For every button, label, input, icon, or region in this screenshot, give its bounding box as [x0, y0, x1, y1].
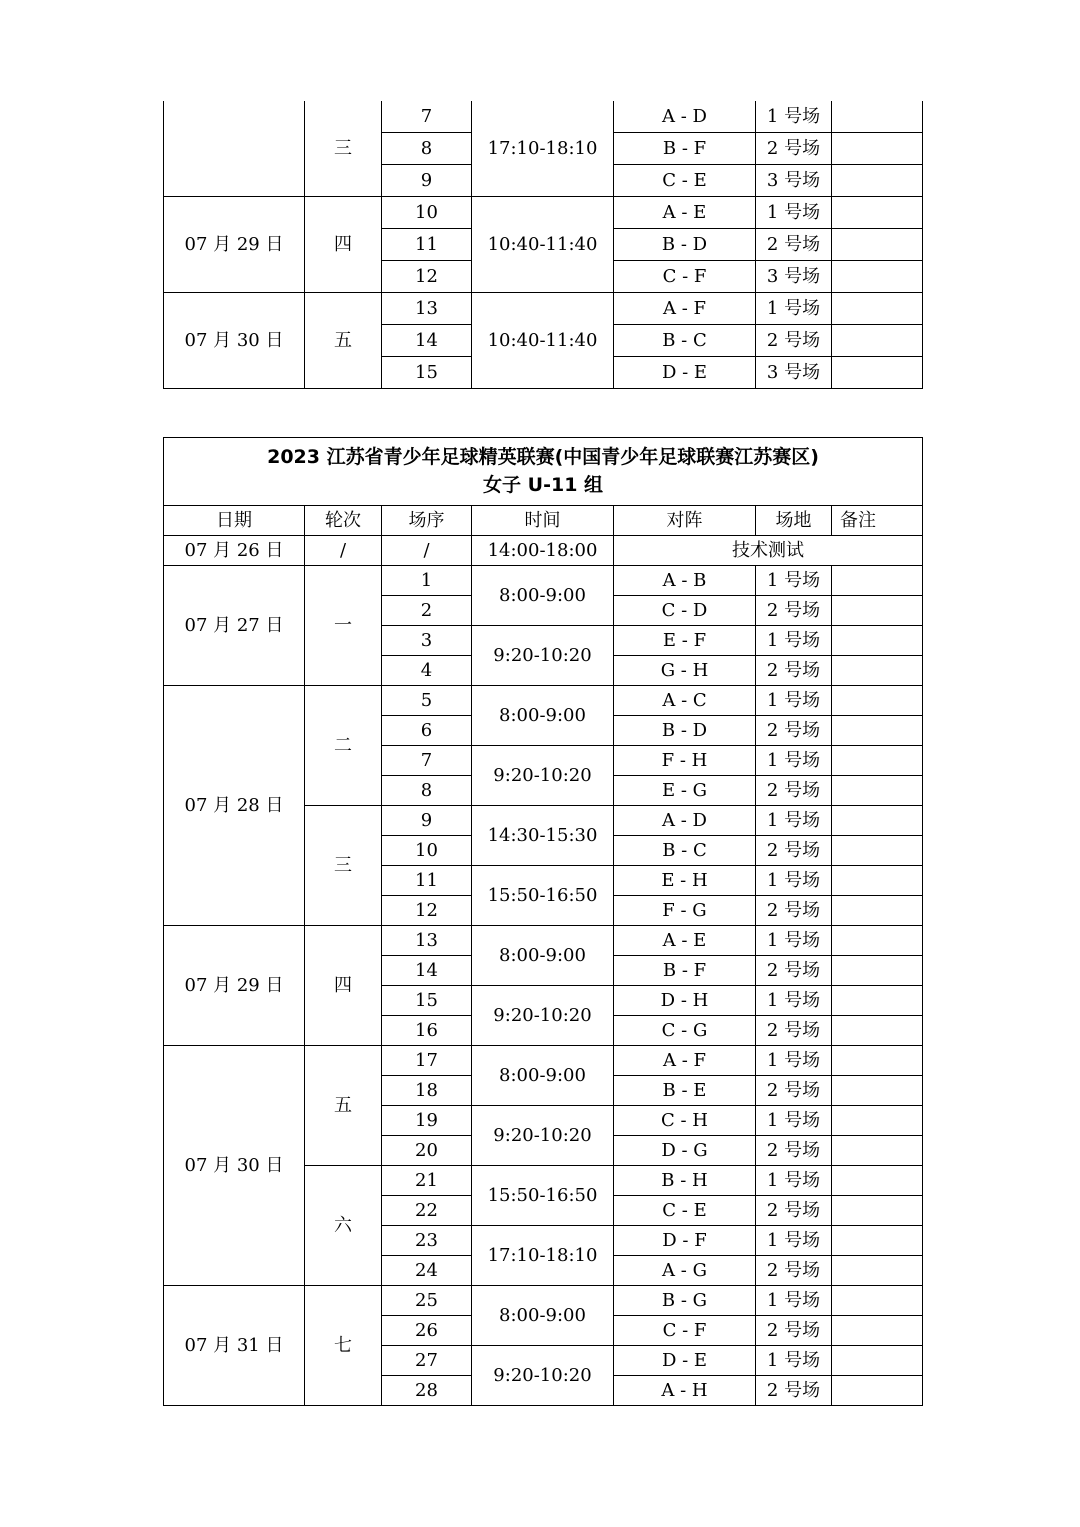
teams-cell: B - F: [614, 133, 756, 165]
round-cell: 四: [305, 197, 382, 293]
note-cell: [832, 806, 923, 836]
teams-cell: A - F: [614, 293, 756, 325]
teams-cell: A - B: [614, 566, 756, 596]
match-no-cell: 15: [382, 986, 472, 1016]
note-cell: [832, 133, 923, 165]
field-cell: 1 号场: [756, 293, 832, 325]
match-no-cell: 17: [382, 1046, 472, 1076]
match-no-cell: 8: [382, 776, 472, 806]
table-row: [164, 197, 923, 229]
field-cell: 1 号场: [756, 686, 832, 716]
title-line-2: 女子 U-11 组: [483, 473, 604, 496]
time-cell: 9:20-10:20: [472, 746, 614, 806]
date-cell: 07 月 27 日: [164, 566, 305, 686]
teams-cell: C - D: [614, 596, 756, 626]
match-no-cell: 25: [382, 1286, 472, 1316]
field-cell: 1 号场: [756, 1286, 832, 1316]
note-cell: [832, 866, 923, 896]
match-no-cell: 26: [382, 1316, 472, 1346]
teams-cell: B - G: [614, 1286, 756, 1316]
continuation-table-body: [164, 101, 923, 389]
title-line-1: 2023 江苏省青少年足球精英联赛(中国青少年足球联赛江苏赛区): [267, 445, 819, 468]
field-cell: 2 号场: [756, 1136, 832, 1166]
match-no-cell: 13: [382, 293, 472, 325]
time-cell: 8:00-9:00: [472, 1286, 614, 1346]
round-cell: 二: [305, 686, 382, 806]
field-cell: 2 号场: [756, 596, 832, 626]
teams-cell: B - C: [614, 836, 756, 866]
match-no-cell: 5: [382, 686, 472, 716]
header-row: [164, 506, 923, 536]
note-cell: [832, 926, 923, 956]
teams-cell: C - G: [614, 1016, 756, 1046]
match-no-cell: 11: [382, 229, 472, 261]
match-no-cell: 24: [382, 1256, 472, 1286]
note-cell: [832, 1166, 923, 1196]
round-cell: 一: [305, 566, 382, 686]
match-no-cell: 9: [382, 806, 472, 836]
table-row: [164, 293, 923, 325]
note-cell: [832, 357, 923, 389]
header-date: 日期: [164, 506, 305, 536]
test-content: 技术测试: [614, 536, 923, 566]
field-cell: 2 号场: [756, 1076, 832, 1106]
teams-cell: F - H: [614, 746, 756, 776]
note-cell: [832, 566, 923, 596]
teams-cell: E - H: [614, 866, 756, 896]
note-cell: [832, 626, 923, 656]
note-cell: [832, 596, 923, 626]
teams-cell: D - G: [614, 1136, 756, 1166]
time-cell: 8:00-9:00: [472, 1046, 614, 1106]
match-no-cell: 27: [382, 1346, 472, 1376]
time-cell: 14:30-15:30: [472, 806, 614, 866]
match-no-cell: 16: [382, 1016, 472, 1046]
round-cell: 六: [305, 1166, 382, 1286]
field-cell: 2 号场: [756, 956, 832, 986]
note-cell: [832, 261, 923, 293]
teams-cell: B - D: [614, 716, 756, 746]
match-no-cell: 6: [382, 716, 472, 746]
field-cell: 2 号场: [756, 1256, 832, 1286]
note-cell: [832, 716, 923, 746]
match-no-cell: 19: [382, 1106, 472, 1136]
time-cell: 17:10-18:10: [472, 101, 614, 197]
field-cell: 2 号场: [756, 836, 832, 866]
round-cell: 三: [305, 101, 382, 197]
match-no-cell: 28: [382, 1376, 472, 1406]
schedule-table-body: [164, 438, 923, 1406]
field-cell: 2 号场: [756, 1316, 832, 1346]
teams-cell: D - F: [614, 1226, 756, 1256]
note-cell: [832, 776, 923, 806]
note-cell: [832, 986, 923, 1016]
test-date: 07 月 26 日: [164, 536, 305, 566]
table-row: [164, 926, 923, 956]
teams-cell: C - F: [614, 1316, 756, 1346]
test-time: 14:00-18:00: [472, 536, 614, 566]
table-row: [164, 1046, 923, 1076]
match-no-cell: 20: [382, 1136, 472, 1166]
time-cell: 8:00-9:00: [472, 686, 614, 746]
field-cell: 1 号场: [756, 986, 832, 1016]
teams-cell: A - D: [614, 806, 756, 836]
match-no-cell: 12: [382, 261, 472, 293]
match-no-cell: 18: [382, 1076, 472, 1106]
date-cell: 07 月 28 日: [164, 686, 305, 926]
u11-schedule-table: [163, 437, 923, 1406]
teams-cell: E - G: [614, 776, 756, 806]
technical-test-row: [164, 536, 923, 566]
match-no-cell: 21: [382, 1166, 472, 1196]
date-cell: 07 月 29 日: [164, 926, 305, 1046]
time-cell: 9:20-10:20: [472, 986, 614, 1046]
match-no-cell: 11: [382, 866, 472, 896]
note-cell: [832, 197, 923, 229]
date-cell: 07 月 30 日: [164, 1046, 305, 1286]
teams-cell: C - E: [614, 1196, 756, 1226]
round-cell: 五: [305, 293, 382, 389]
field-cell: 2 号场: [756, 325, 832, 357]
note-cell: [832, 656, 923, 686]
note-cell: [832, 1016, 923, 1046]
field-cell: 1 号场: [756, 806, 832, 836]
match-no-cell: 23: [382, 1226, 472, 1256]
teams-cell: B - E: [614, 1076, 756, 1106]
match-no-cell: 10: [382, 197, 472, 229]
teams-cell: C - H: [614, 1106, 756, 1136]
teams-cell: F - G: [614, 896, 756, 926]
match-no-cell: 1: [382, 566, 472, 596]
note-cell: [832, 1226, 923, 1256]
note-cell: [832, 1106, 923, 1136]
note-cell: [832, 101, 923, 133]
teams-cell: E - F: [614, 626, 756, 656]
note-cell: [832, 746, 923, 776]
field-cell: 3 号场: [756, 165, 832, 197]
note-cell: [832, 1046, 923, 1076]
field-cell: 2 号场: [756, 1196, 832, 1226]
teams-cell: A - G: [614, 1256, 756, 1286]
date-cell: 07 月 29 日: [164, 197, 305, 293]
teams-cell: B - H: [614, 1166, 756, 1196]
match-no-cell: 7: [382, 101, 472, 133]
field-cell: 2 号场: [756, 776, 832, 806]
field-cell: 2 号场: [756, 896, 832, 926]
field-cell: 1 号场: [756, 1106, 832, 1136]
teams-cell: B - D: [614, 229, 756, 261]
field-cell: 1 号场: [756, 746, 832, 776]
date-cell: 07 月 30 日: [164, 293, 305, 389]
match-no-cell: 2: [382, 596, 472, 626]
header-round: 轮次: [305, 506, 382, 536]
teams-cell: A - E: [614, 926, 756, 956]
field-cell: 2 号场: [756, 1376, 832, 1406]
match-no-cell: 15: [382, 357, 472, 389]
teams-cell: A - E: [614, 197, 756, 229]
time-cell: 10:40-11:40: [472, 293, 614, 389]
field-cell: 2 号场: [756, 716, 832, 746]
time-cell: 8:00-9:00: [472, 566, 614, 626]
time-cell: 9:20-10:20: [472, 1106, 614, 1166]
match-no-cell: 13: [382, 926, 472, 956]
time-cell: 9:20-10:20: [472, 1346, 614, 1406]
table-row: [164, 101, 923, 133]
field-cell: 3 号场: [756, 261, 832, 293]
note-cell: [832, 165, 923, 197]
field-cell: 2 号场: [756, 656, 832, 686]
round-cell: 四: [305, 926, 382, 1046]
time-cell: 15:50-16:50: [472, 866, 614, 926]
teams-cell: C - E: [614, 165, 756, 197]
match-no-cell: 3: [382, 626, 472, 656]
teams-cell: A - H: [614, 1376, 756, 1406]
field-cell: 2 号场: [756, 229, 832, 261]
note-cell: [832, 1256, 923, 1286]
table-row: [164, 1286, 923, 1316]
note-cell: [832, 1286, 923, 1316]
note-cell: [832, 1376, 923, 1406]
note-cell: [832, 1346, 923, 1376]
match-no-cell: 14: [382, 325, 472, 357]
teams-cell: B - F: [614, 956, 756, 986]
note-cell: [832, 293, 923, 325]
field-cell: 1 号场: [756, 1346, 832, 1376]
note-cell: [832, 896, 923, 926]
field-cell: 1 号场: [756, 566, 832, 596]
teams-cell: D - H: [614, 986, 756, 1016]
date-cell: 07 月 31 日: [164, 1286, 305, 1406]
table-row: [164, 566, 923, 596]
field-cell: 3 号场: [756, 357, 832, 389]
note-cell: [832, 1316, 923, 1346]
match-no-cell: 12: [382, 896, 472, 926]
note-cell: [832, 325, 923, 357]
teams-cell: D - E: [614, 1346, 756, 1376]
field-cell: 2 号场: [756, 133, 832, 165]
match-no-cell: 9: [382, 165, 472, 197]
time-cell: 9:20-10:20: [472, 626, 614, 686]
round-cell: 七: [305, 1286, 382, 1406]
header-time: 时间: [472, 506, 614, 536]
field-cell: 1 号场: [756, 926, 832, 956]
time-cell: 10:40-11:40: [472, 197, 614, 293]
header-match-no: 场序: [382, 506, 472, 536]
match-no-cell: 22: [382, 1196, 472, 1226]
match-no-cell: 14: [382, 956, 472, 986]
note-cell: [832, 956, 923, 986]
match-no-cell: 4: [382, 656, 472, 686]
date-cell: [164, 101, 305, 197]
round-cell: 五: [305, 1046, 382, 1166]
field-cell: 1 号场: [756, 626, 832, 656]
field-cell: 1 号场: [756, 866, 832, 896]
time-cell: 15:50-16:50: [472, 1166, 614, 1226]
round-cell: 三: [305, 806, 382, 926]
note-cell: [832, 1196, 923, 1226]
table-title-row: [164, 438, 923, 506]
field-cell: 1 号场: [756, 197, 832, 229]
teams-cell: G - H: [614, 656, 756, 686]
field-cell: 1 号场: [756, 1226, 832, 1256]
note-cell: [832, 1076, 923, 1106]
note-cell: [832, 1136, 923, 1166]
header-teams: 对阵: [614, 506, 756, 536]
note-cell: [832, 686, 923, 716]
table-row: [164, 686, 923, 716]
continuation-schedule-table: [163, 101, 923, 389]
time-cell: 17:10-18:10: [472, 1226, 614, 1286]
match-no-cell: 7: [382, 746, 472, 776]
field-cell: 1 号场: [756, 1166, 832, 1196]
header-note: 备注: [832, 506, 923, 536]
match-no-cell: 10: [382, 836, 472, 866]
field-cell: 1 号场: [756, 101, 832, 133]
teams-cell: A - C: [614, 686, 756, 716]
field-cell: 2 号场: [756, 1016, 832, 1046]
match-no-cell: 8: [382, 133, 472, 165]
test-round: /: [305, 536, 382, 566]
header-field: 场地: [756, 506, 832, 536]
teams-cell: D - E: [614, 357, 756, 389]
time-cell: 8:00-9:00: [472, 926, 614, 986]
table-title: [164, 438, 923, 506]
note-cell: [832, 836, 923, 866]
test-match-no: /: [382, 536, 472, 566]
teams-cell: C - F: [614, 261, 756, 293]
note-cell: [832, 229, 923, 261]
teams-cell: A - F: [614, 1046, 756, 1076]
field-cell: 1 号场: [756, 1046, 832, 1076]
teams-cell: A - D: [614, 101, 756, 133]
teams-cell: B - C: [614, 325, 756, 357]
